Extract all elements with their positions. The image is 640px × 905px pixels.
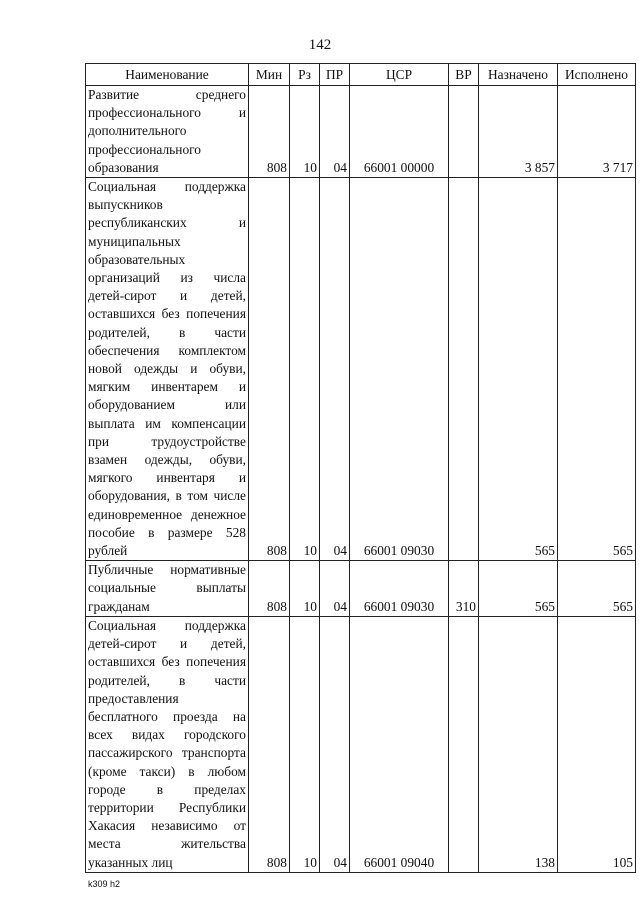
row-assigned: 565: [479, 178, 558, 561]
row-assigned: 138: [479, 616, 558, 872]
row-executed: 3 717: [558, 86, 636, 178]
row-rz: 10: [290, 86, 320, 178]
table-header-row: [86, 64, 636, 86]
budget-table: [85, 63, 636, 873]
header-name: Наименование: [86, 64, 249, 86]
row-min: 808: [249, 178, 290, 561]
row-vr: [449, 616, 479, 872]
header-vr: ВР: [449, 64, 479, 86]
row-executed: 565: [558, 561, 636, 617]
row-pr: 04: [320, 178, 350, 561]
row-executed: 565: [558, 178, 636, 561]
table-row: [86, 178, 636, 561]
row-csr: 66001 09040: [350, 616, 449, 872]
row-rz: 10: [290, 561, 320, 617]
row-csr: 66001 09030: [350, 561, 449, 617]
header-assigned: Назначено: [479, 64, 558, 86]
page-number: 142: [308, 37, 332, 53]
footer-code: k309 h2: [88, 879, 121, 889]
row-rz: 10: [290, 616, 320, 872]
table-row: [86, 561, 636, 617]
row-name: Публичные нормативные социальные выплаты гражданам: [86, 561, 249, 617]
row-vr: 310: [449, 561, 479, 617]
header-rz: Рз: [290, 64, 320, 86]
row-name: Социальная поддержка выпускников республиканских и муниципальных образовательных организаций из числа детей-сирот и детей, оставшихся без попечения родителей, в части обеспечения комплектом новой одежды и обуви, мягким инвентарем и оборудованием или выплата им компенсации при трудоустройстве взамен одежды, обуви, мягкого инвентаря и оборудования, в том числе единовременное денежное пособие в размере 528 рублей: [86, 178, 249, 561]
table-row: [86, 86, 636, 178]
row-pr: 04: [320, 561, 350, 617]
row-executed: 105: [558, 616, 636, 872]
row-csr: 66001 00000: [350, 86, 449, 178]
row-min: 808: [249, 561, 290, 617]
header-csr: ЦСР: [350, 64, 449, 86]
row-name: Развитие среднего профессионального и дополнительного профессионального образования: [86, 86, 249, 178]
row-csr: 66001 09030: [350, 178, 449, 561]
header-min: Мин: [249, 64, 290, 86]
row-vr: [449, 178, 479, 561]
row-pr: 04: [320, 86, 350, 178]
row-min: 808: [249, 86, 290, 178]
header-executed: Исполнено: [558, 64, 636, 86]
row-vr: [449, 86, 479, 178]
row-pr: 04: [320, 616, 350, 872]
row-assigned: 565: [479, 561, 558, 617]
header-pr: ПР: [320, 64, 350, 86]
row-min: 808: [249, 616, 290, 872]
row-assigned: 3 857: [479, 86, 558, 178]
row-rz: 10: [290, 178, 320, 561]
table-row: [86, 616, 636, 872]
row-name: Социальная поддержка детей-сирот и детей, оставшихся без попечения родителей, в части предоставления бесплатного проезда на всех видах городского пассажирского транспорта (кроме такси) в любом городе в пределах территории Республики Хакасия независимо от места жительства указанных лиц: [86, 616, 249, 872]
